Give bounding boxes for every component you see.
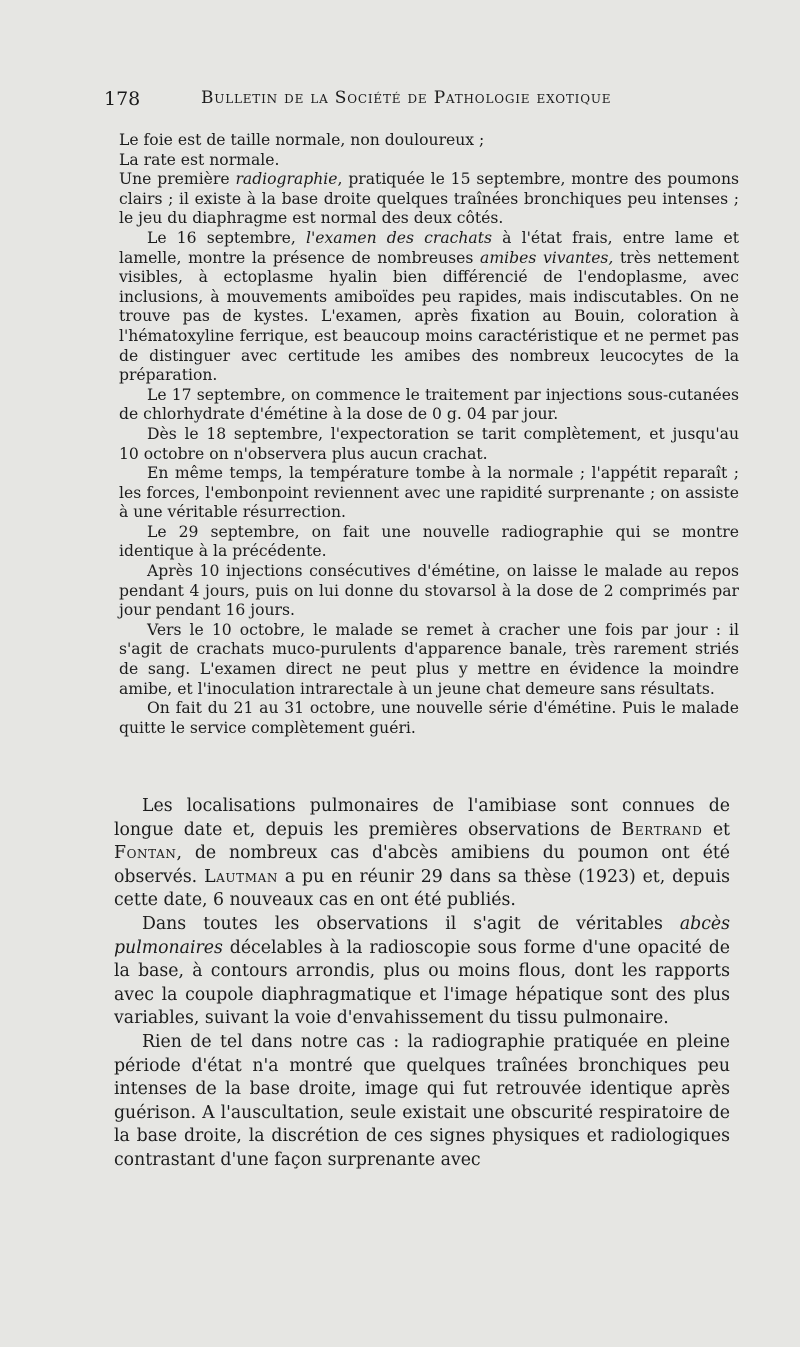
author-name: Lautman xyxy=(204,866,278,887)
paragraph: Après 10 injections consécutives d'émétine, on laisse le malade au repos pendant 4 jours, puis on lui donne du stovarsol à la dose de 2 comprimés par jour pendant 16 jours. xyxy=(119,562,739,620)
emphasis: l'examen des crachats xyxy=(306,228,492,247)
discussion xyxy=(114,795,730,1173)
paragraph: Le foie est de taille normale, non douloureux ; xyxy=(119,131,485,149)
author-name: Bertrand xyxy=(621,819,703,840)
paragraph: Les localisations pulmonaires de l'amibiase sont connues de longue date et, depuis les premières observations de Bertrand et Fontan, de nombreux cas d'abcès amibiens du poumon ont été observés. Lautman a pu en réunir 29 dans sa thèse (1923) et, depuis cette date, 6 nouveaux cas en ont été publiés. xyxy=(114,796,730,911)
paragraph: Le 17 septembre, on commence le traitement par injections sous-cutanées de chlorhydrate d'émétine à la dose de 0 g. 04 par jour. xyxy=(119,385,739,424)
paragraph: Une première radiographie, pratiquée le 15 septembre, montre des poumons clairs ; il existe à la base droite quelques traînées bronchiques peu intenses ; le jeu du diaphragme est normal des deux côtés. xyxy=(119,170,739,228)
paragraph: Dans toutes les observations il s'agit de véritables abcès pulmonaires décelables à la radioscopie sous forme d'une opacité de la base, à contours arrondis, plus ou moins flous, dont les rapports avec la coupole diaphragmatique et l'image hépatique sont des plus variables, suivant la voie d'envahissement du tissu pulmonaire. xyxy=(114,913,730,1029)
emphasis: abcès pulmonaires xyxy=(114,913,730,958)
running-header xyxy=(104,88,664,118)
paragraph: La rate est normale. xyxy=(119,150,280,169)
paragraph: Dès le 18 septembre, l'expectoration se tarit complètement, et jusqu'au 10 octobre on n'observera plus aucun crachat. xyxy=(119,424,739,463)
emphasis: radiographie xyxy=(235,170,338,189)
emphasis: amibes vivantes, xyxy=(480,248,614,267)
paragraph: En même temps, la température tombe à la normale ; l'appétit reparaît ; les forces, l'embonpoint reviennent avec une rapidité surprenante ; on assiste à une véritable résurrection. xyxy=(119,464,739,522)
paragraph: Le 29 septembre, on fait une nouvelle radiographie qui se montre identique à la précédente. xyxy=(119,522,739,561)
paragraph: Le 16 septembre, l'examen des crachats à l'état frais, entre lame et lamelle, montre la présence de nombreuses amibes vivantes, très nettement visibles, à ectoplasme hyalin bien différencié de l'endoplasme, avec inclusions, à mouvements amiboïdes peu rapides, mais indiscutables. On ne trouve pas de kystes. L'examen, après fixation au Bouin, coloration à l'hématoxyline ferrique, est beaucoup moins caractéristique et ne permet pas de distinguer avec certitude les amibes des nombreux leucocytes de la préparation. xyxy=(119,228,740,385)
journal-title: Bulletin de la Société de Pathologie exotique xyxy=(201,88,612,108)
author-name: Fontan xyxy=(114,843,177,864)
clinical-notes xyxy=(119,131,739,738)
paragraph: Vers le 10 octobre, le malade se remet à cracher une fois par jour : il s'agit de crachats muco-purulents d'apparence banale, très rarement striés de sang. L'examen direct ne peut plus y mettre en évidence la moindre amibe, et l'inoculation intrarectale à un jeune chat demeure sans résultats. xyxy=(119,620,739,698)
paragraph: Rien de tel dans notre cas : la radiographie pratiquée en pleine période d'état n'a montré que quelques traînées bronchiques peu intenses de la base droite, image qui fut retrouvée identique après guérison. A l'auscultation, seule existait une obscurité respiratoire de la base droite, la discrétion de ces signes physiques et radiologiques contrastant d'une façon surprenante avec xyxy=(114,1031,730,1170)
paragraph: On fait du 21 au 31 octobre, une nouvelle série d'émétine. Puis le malade quitte le service complètement guéri. xyxy=(119,699,739,737)
page-number: 178 xyxy=(104,88,141,110)
